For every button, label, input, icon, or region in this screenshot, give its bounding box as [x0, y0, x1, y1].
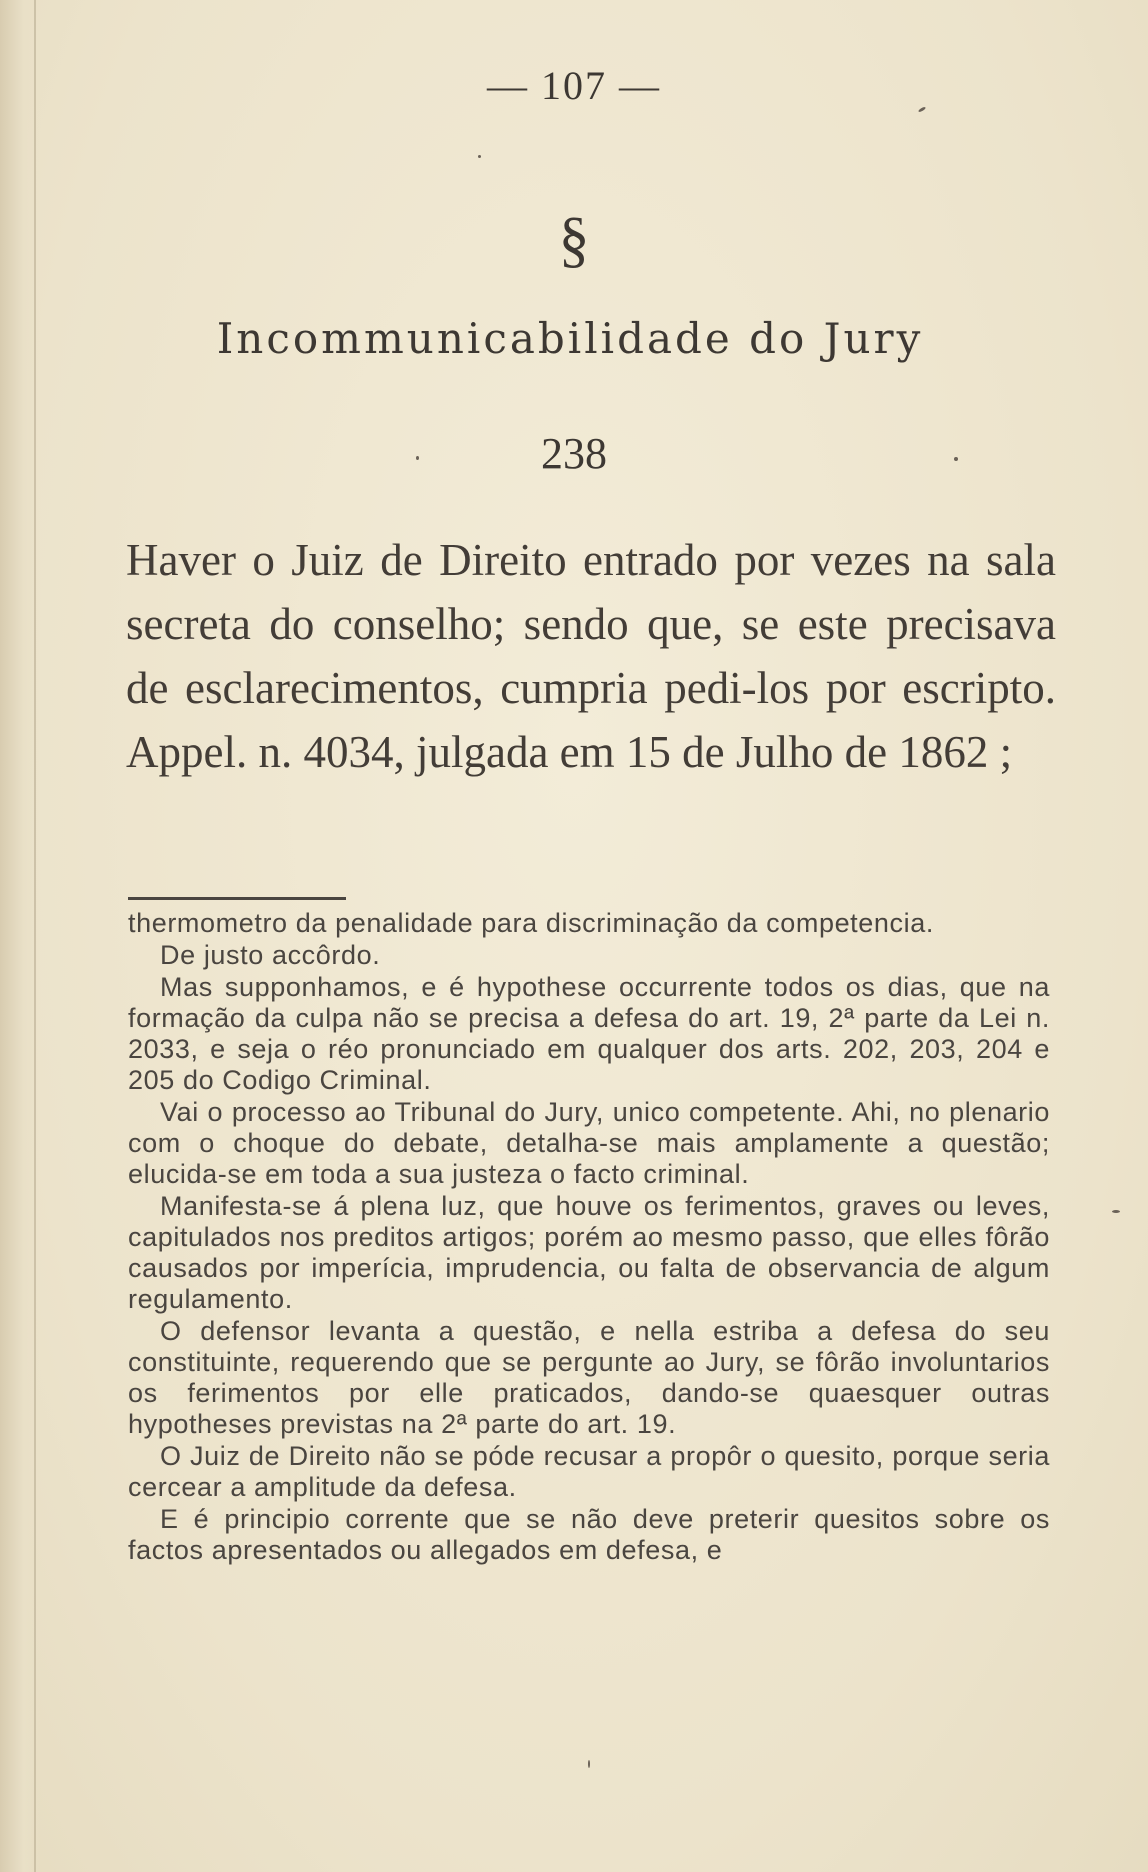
section-mark: § — [558, 206, 590, 274]
paper-speck — [954, 457, 958, 461]
section-title: Incommunicabilidade do Jury — [216, 314, 924, 363]
entry-number: 238 — [541, 429, 607, 478]
footnote-paragraph: O Juiz de Direito não se póde recusar a propôr o quesito, porque seria cercear a amplitude da defesa. — [128, 1441, 1050, 1502]
paper-speck — [588, 1760, 590, 1768]
page-number: — 107 — — [487, 63, 661, 108]
footnotes — [128, 908, 1050, 1566]
footnote-paragraph: O defensor levanta a questão, e nella estriba a defesa do seu constituinte, requerendo que se pergunte ao Jury, se fôrão involuntarios os ferimentos por elle praticados, dando-se quaesquer outras hypotheses previstas na 2ª parte do art. 19. — [128, 1316, 1050, 1439]
footnote-paragraph: Manifesta-se á plena luz, que houve os ferimentos, graves ou leves, capitulados nos preditos artigos; porém ao mesmo passo, que elles fôrão causados por imperícia, imprudencia, ou falta de observancia de algum regulamento. — [128, 1191, 1050, 1314]
main-paragraph: Haver o Juiz de Direito entrado por vezes na sala secreta do conselho; sendo que, se este precisava de esclarecimentos, cumpria pedi-los por escripto. Appel. n. 4034, julgada em 15 de Julho de 1862 ; — [126, 535, 1056, 777]
footnote-paragraph: De justo accôrdo. — [160, 940, 381, 970]
footnote-paragraph: Vai o processo ao Tribunal do Jury, unico competente. Ahi, no plenario com o choque do debate, detalha-se mais amplamente a questão; elucida-se em toda a sua justeza o facto criminal. — [128, 1097, 1050, 1189]
footnote-paragraph: thermometro da penalidade para discriminação da competencia. — [128, 908, 934, 938]
page-margin-line — [34, 0, 36, 1872]
footnote-paragraph: Mas supponhamos, e é hypothese occurrente todos os dias, que na formação da culpa não se precisa a defesa do art. 19, 2ª parte da Lei n. 2033, e seja o réo pronunciado em qualquer dos arts. 202, 203, 204 e 205 do Codigo Criminal. — [128, 972, 1050, 1095]
footnote-rule — [128, 897, 346, 900]
paper-speck — [1112, 1210, 1120, 1213]
paper-speck — [478, 155, 481, 158]
footnote-paragraph: E é principio corrente que se não deve preterir quesitos sobre os factos apresentados ou allegados em defesa, e — [128, 1504, 1050, 1565]
paper-speck — [416, 456, 419, 460]
